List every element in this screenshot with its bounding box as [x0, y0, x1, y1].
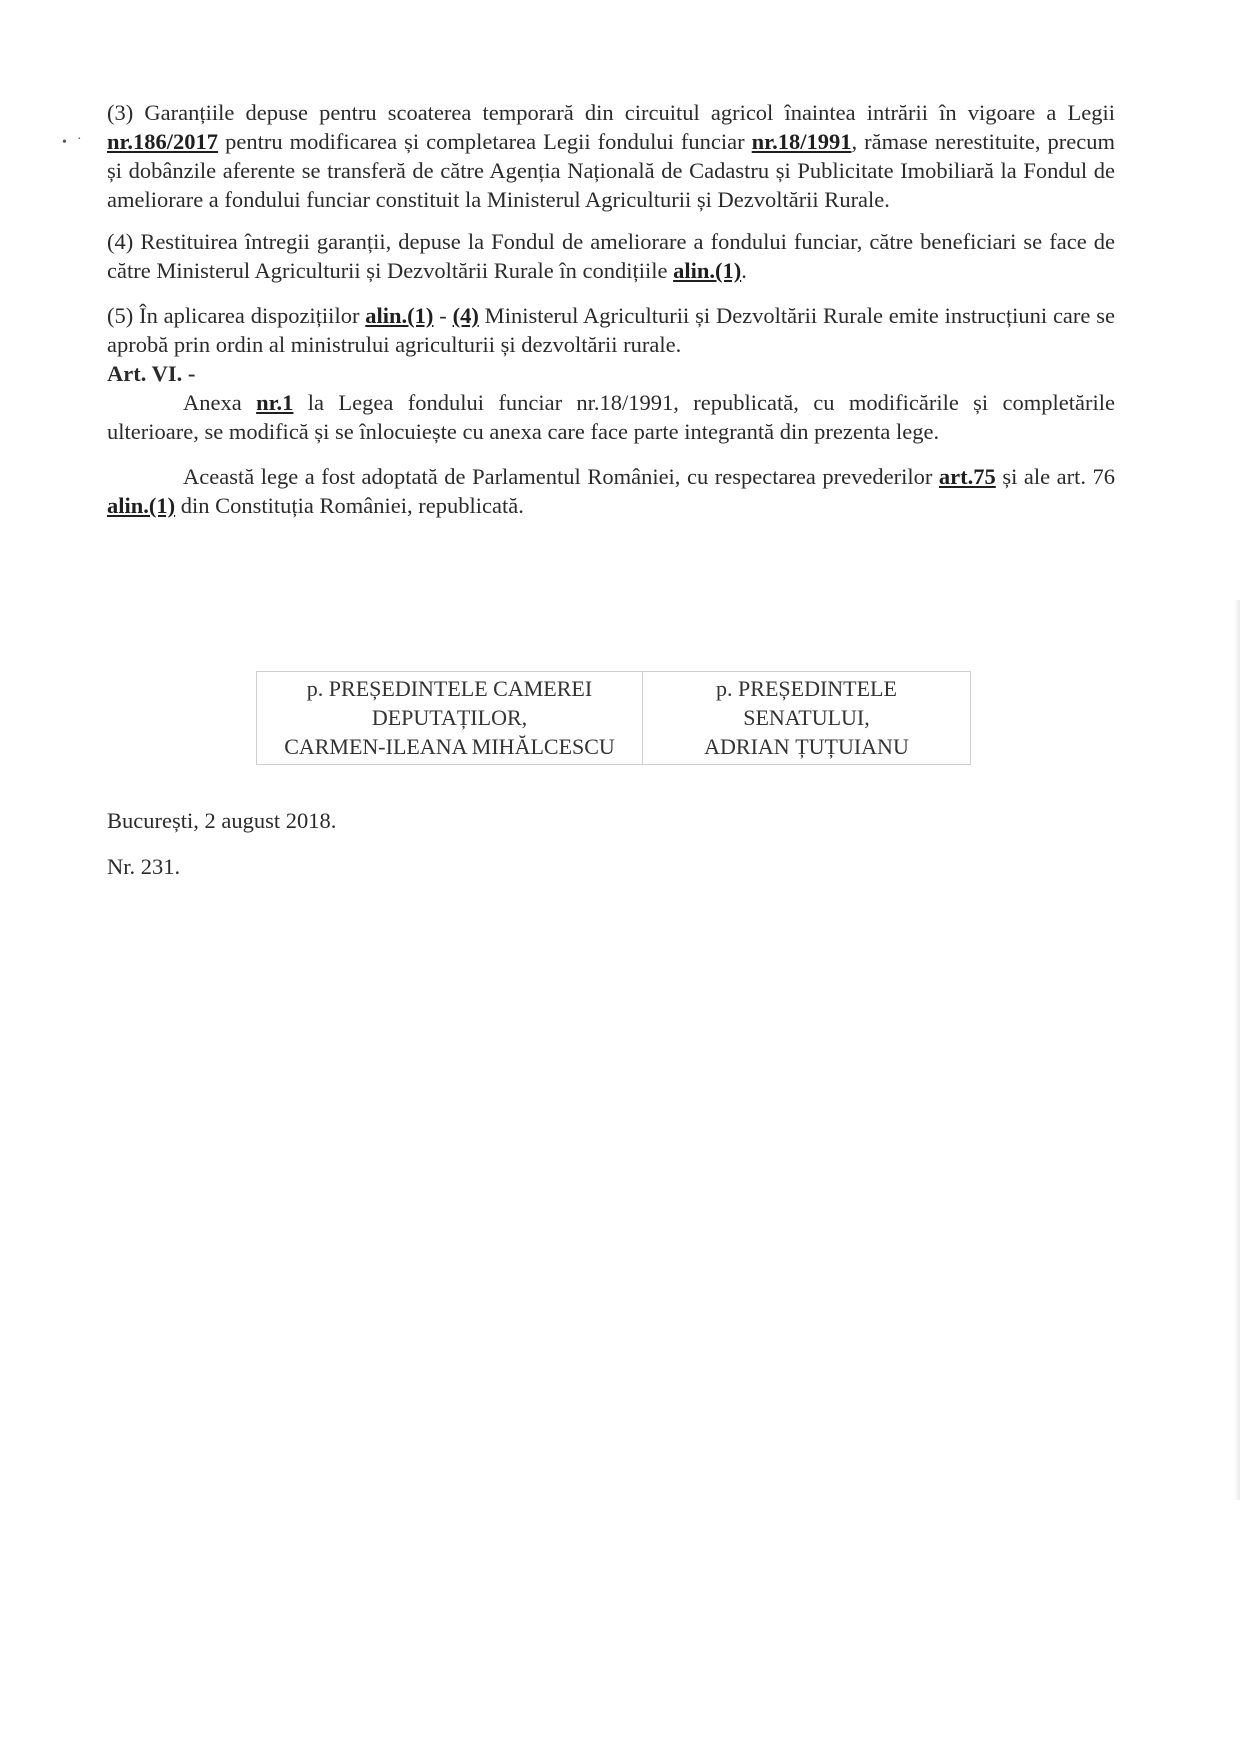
paragraph-number: (3): [107, 100, 134, 125]
scan-shadow-edge: [1234, 600, 1240, 1500]
signature-table: [256, 671, 971, 765]
annex-reference-link[interactable]: nr.1: [256, 390, 294, 415]
place-and-date: București, 2 august 2018.: [107, 808, 337, 833]
paragraph-text: și ale art. 76: [995, 464, 1116, 489]
paragraph-text: , rămase nerestituite, precum și dobânzile aferente se transferă de către Agenția Națională de Cadastru și Publicitate Imobiliară la Fondul de ameliorare a fondului funciar constituit la Ministerul Agriculturii și Dezvoltării Rurale.: [107, 129, 1115, 212]
law-number: Nr. 231.: [107, 854, 181, 879]
paragraph-text: În aplicarea dispozițiilor: [133, 303, 366, 328]
paragraph-text: .: [741, 258, 747, 283]
paragraph-text: -: [433, 303, 453, 328]
signature-chamber-deputies: [257, 672, 643, 765]
signature-senate: [643, 672, 971, 765]
paragraph-text: Anexa: [183, 390, 257, 415]
signature-title: p. PREȘEDINTELE: [716, 676, 897, 701]
scan-speck-mark: ·: [77, 132, 82, 147]
law-reference-link[interactable]: nr.18/1991: [751, 129, 852, 154]
paragraph-text: Ministerul Agriculturii și Dezvoltării Rurale emite instrucțiuni care se aprobă prin ordin al ministrului agriculturii și dezvoltării rurale.: [107, 303, 1115, 357]
alin-reference-link[interactable]: (4): [452, 303, 479, 328]
article-heading: Art. VI. -: [107, 361, 196, 386]
signatory-name: ADRIAN ȚUȚUIANU: [704, 734, 909, 759]
paragraph-3: [107, 98, 1115, 214]
paragraph-text: Garanțiile depuse pentru scoaterea temporară din circuitul agricol înaintea intrării în vigoare a Legii: [133, 100, 1115, 125]
article-6-text: [107, 388, 1115, 446]
alin-reference-link[interactable]: alin.(1): [673, 258, 742, 283]
signature-title: p. PREȘEDINTELE CAMEREI: [306, 676, 593, 701]
paragraph-number: (4): [107, 229, 134, 254]
signatory-name: CARMEN-ILEANA MIHĂLCESCU: [284, 734, 615, 759]
alin-reference-link[interactable]: alin.(1): [365, 303, 434, 328]
paragraph-text: pentru modificarea și completarea Legii fondului funciar: [218, 129, 752, 154]
alin-reference-link[interactable]: alin.(1): [107, 493, 176, 518]
paragraph-text: din Constituția României, republicată.: [175, 493, 524, 518]
paragraph-number: (5): [107, 303, 134, 328]
signature-institution: DEPUTAȚILOR,: [371, 705, 528, 730]
article-reference-link[interactable]: art.75: [938, 464, 996, 489]
scan-speck-mark: •: [62, 135, 67, 150]
paragraph-text: Restituirea întregii garanții, depuse la Fondul de ameliorare a fondului funciar, către beneficiari se face de către Ministerul Agriculturii și Dezvoltării Rurale în condițiile: [107, 229, 1115, 283]
paragraph-text: la Legea fondului funciar nr.18/1991, republicată, cu modificările și completările ulterioare, se modifică și se înlocuiește cu anexa care face parte integrantă din prezenta lege.: [107, 390, 1115, 444]
signature-institution: SENATULUI,: [743, 705, 870, 730]
closing-paragraph: [107, 462, 1115, 520]
paragraph-5: [107, 301, 1115, 359]
paragraph-text: Această lege a fost adoptată de Parlamentul României, cu respectarea prevederilor: [183, 464, 939, 489]
document-body: [107, 98, 1115, 520]
law-reference-link[interactable]: nr.186/2017: [107, 129, 219, 154]
paragraph-4: [107, 227, 1115, 285]
